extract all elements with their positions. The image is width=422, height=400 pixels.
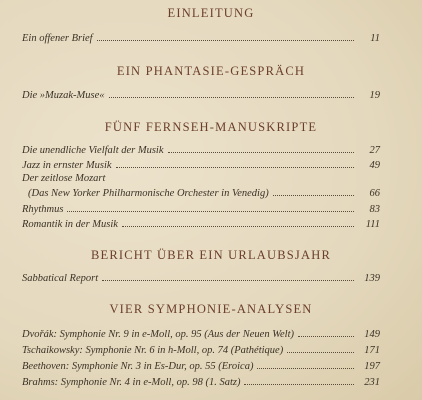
toc-entry-page: 19 bbox=[369, 90, 380, 101]
dot-leader bbox=[116, 167, 354, 168]
toc-entry[interactable] bbox=[22, 219, 380, 232]
toc-entry-title: Jazz in ernster Musik bbox=[22, 160, 112, 171]
dot-leader bbox=[109, 97, 354, 98]
dot-leader bbox=[273, 195, 354, 196]
dot-leader bbox=[257, 368, 354, 369]
toc-entry[interactable] bbox=[22, 377, 380, 390]
toc-entry-page: 139 bbox=[364, 273, 380, 284]
toc-entry[interactable] bbox=[22, 345, 380, 358]
toc-entry-page: 231 bbox=[364, 377, 380, 388]
toc-entry-title: Romantik in der Musik bbox=[22, 219, 118, 230]
toc-entry-title: Die »Muzak-Muse« bbox=[22, 90, 105, 101]
toc-entry-page: 197 bbox=[364, 361, 380, 372]
toc-entry[interactable] bbox=[22, 329, 380, 342]
toc-entry-page: 11 bbox=[370, 33, 380, 44]
dot-leader bbox=[287, 352, 354, 353]
toc-entry[interactable] bbox=[22, 188, 380, 201]
toc-entry-title: Rhythmus bbox=[22, 204, 64, 215]
toc-entry-page: 27 bbox=[369, 145, 380, 156]
toc-entry-subtitle: (Das New Yorker Philharmonische Orchester in Venedig) bbox=[28, 188, 269, 199]
dot-leader bbox=[67, 211, 354, 212]
toc-entry-title: Sabbatical Report bbox=[22, 273, 99, 284]
dot-leader bbox=[244, 384, 354, 385]
dot-leader bbox=[298, 336, 354, 337]
toc-entry[interactable] bbox=[22, 90, 380, 103]
toc-entry-page: 83 bbox=[369, 204, 380, 215]
toc-entry-page: 111 bbox=[365, 219, 380, 230]
toc-entry-title: Ein offener Brief bbox=[22, 33, 93, 44]
section-heading-einleitung: EINLEITUNG bbox=[167, 6, 255, 20]
toc-entry-page: 149 bbox=[364, 329, 380, 340]
toc-entry-title: Brahms: Symphonie Nr. 4 in e-Moll, op. 98 (1. Satz) bbox=[22, 377, 241, 388]
dot-leader bbox=[122, 226, 354, 227]
toc-entry-title[interactable]: Der zeitlose Mozart bbox=[22, 173, 106, 184]
section-heading-phantasie: EIN PHANTASIE-GESPRÄCH bbox=[116, 64, 306, 78]
dot-leader bbox=[168, 152, 354, 153]
toc-entry[interactable] bbox=[22, 160, 380, 173]
toc-entry-page: 49 bbox=[369, 160, 380, 171]
toc-entry[interactable] bbox=[22, 33, 380, 46]
dot-leader bbox=[97, 40, 354, 41]
toc-entry-title: Die unendliche Vielfalt der Musik bbox=[22, 145, 164, 156]
toc-entry-title: Tschaikowsky: Symphonie Nr. 6 in h-Moll, op. 74 (Pathétique) bbox=[22, 345, 284, 356]
toc-entry-page: 171 bbox=[364, 345, 380, 356]
section-heading-symphonie: VIER SYMPHONIE-ANALYSEN bbox=[109, 302, 313, 316]
dot-leader bbox=[102, 280, 354, 281]
section-heading-bericht: BERICHT ÜBER EIN URLAUBSJAHR bbox=[91, 248, 331, 262]
toc-entry-title: Beethoven: Symphonie Nr. 3 in Es-Dur, op. 55 (Eroica) bbox=[22, 361, 254, 372]
toc-entry[interactable] bbox=[22, 361, 380, 374]
toc-entry[interactable] bbox=[22, 145, 380, 158]
toc-entry[interactable] bbox=[22, 273, 380, 286]
toc-entry-page: 66 bbox=[369, 188, 380, 199]
section-heading-fernseh: FÜNF FERNSEH-MANUSKRIPTE bbox=[104, 120, 318, 134]
toc-entry-title: Dvořák: Symphonie Nr. 9 in e-Moll, op. 95 (Aus der Neuen Welt) bbox=[22, 329, 294, 340]
toc-entry[interactable] bbox=[22, 204, 380, 217]
